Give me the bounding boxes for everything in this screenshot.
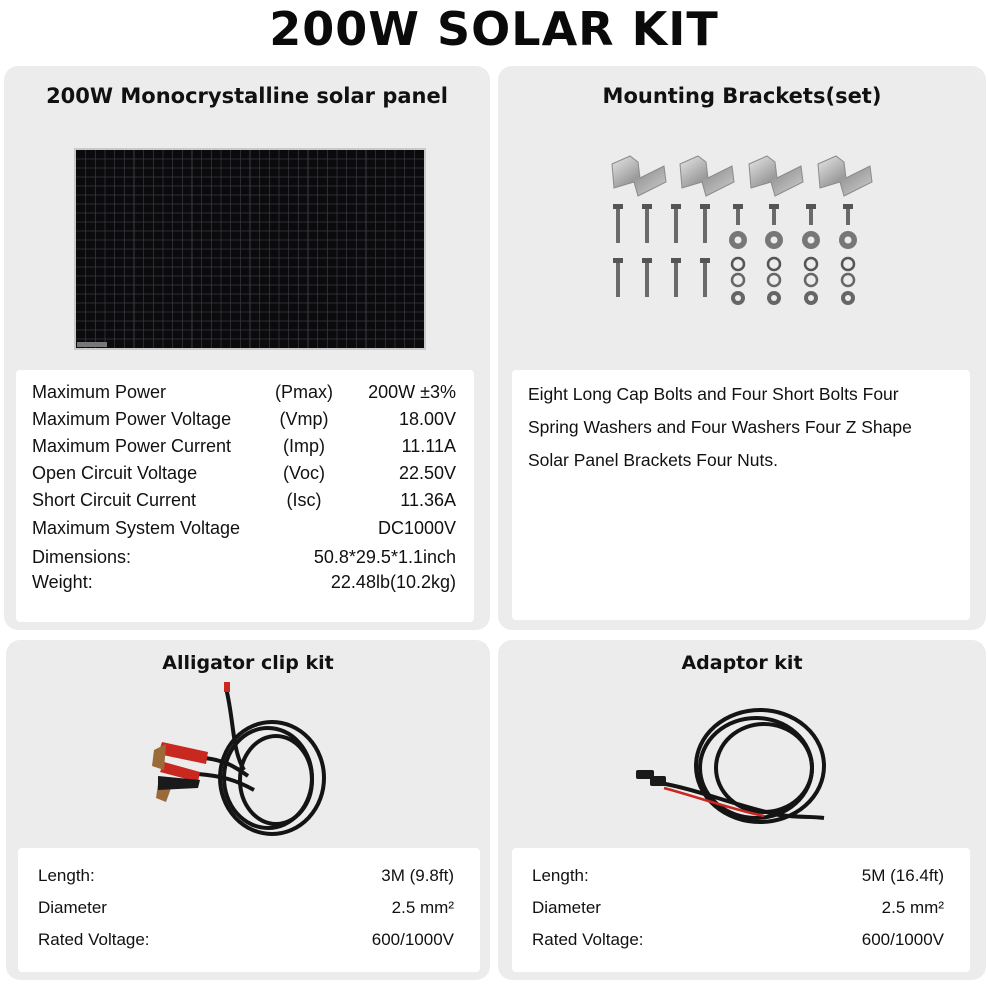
spec-label: Weight:: [32, 572, 93, 592]
spec-value: 600/1000V: [861, 930, 944, 949]
spec-label: Diameter: [532, 898, 601, 917]
short-bolt-washer-nut-icon: [765, 204, 783, 305]
spec-value: 18.00V: [398, 409, 456, 429]
adaptor-spec-box: [512, 848, 970, 972]
spec-label: Maximum Power Current: [32, 436, 232, 456]
spec-label: Maximum System Voltage: [32, 518, 241, 538]
z-bracket-icon: [749, 156, 803, 196]
z-bracket-icon: [612, 156, 666, 196]
spec-symbol: (Voc): [282, 463, 325, 483]
long-bolt-icon: [671, 258, 681, 297]
spec-row: [512, 928, 970, 952]
spec-value: 22.50V: [398, 463, 456, 483]
spec-row: [18, 896, 480, 920]
adaptor-card: [498, 640, 986, 980]
spec-label: Short Circuit Current: [32, 490, 197, 510]
long-bolt-icon: [613, 204, 623, 243]
alligator-card: [6, 640, 490, 980]
alligator-title: Alligator clip kit: [162, 652, 334, 674]
brackets-desc-box: [512, 370, 970, 620]
spec-value: 200W ±3%: [368, 382, 456, 402]
spec-value: 22.48lb(10.2kg): [330, 572, 456, 592]
brackets-description: Eight Long Cap Bolts and Four Short Bolts Four Spring Washers and Four Washers Four Z Shape Solar Panel Brackets Four Nuts.: [528, 384, 912, 470]
spec-row: [18, 864, 480, 888]
solar-panel-spec-box: [16, 370, 474, 622]
z-bracket-icon: [818, 156, 872, 196]
spec-row: [16, 570, 474, 594]
short-bolt-washer-nut-icon: [802, 204, 820, 305]
long-bolt-icon: [700, 258, 710, 297]
spec-value: DC1000V: [377, 518, 456, 538]
spec-row: [16, 461, 474, 485]
spec-row: [16, 407, 474, 431]
spec-row: [16, 380, 474, 404]
long-bolt-icon: [613, 258, 623, 297]
solar-panel-card: [4, 66, 490, 630]
spec-value: 3M (9.8ft): [381, 866, 454, 885]
spec-value: 600/1000V: [371, 930, 454, 949]
spec-value: 2.5 mm²: [391, 898, 454, 917]
long-bolt-icon: [671, 204, 681, 243]
spec-symbol: (Vmp): [279, 409, 329, 429]
long-bolt-icon: [700, 204, 710, 243]
long-bolt-icon: [642, 204, 652, 243]
spec-row: [18, 928, 480, 952]
spec-label: Rated Voltage:: [532, 930, 644, 949]
spec-value: 50.8*29.5*1.1inch: [313, 547, 456, 567]
spec-label: Rated Voltage:: [38, 930, 150, 949]
adaptor-cable-image: [634, 704, 844, 834]
spec-row: [16, 516, 474, 540]
spec-row: [16, 545, 474, 569]
spec-value: 11.36A: [400, 490, 456, 510]
spec-label: Dimensions:: [32, 547, 132, 567]
long-bolt-icon: [642, 258, 652, 297]
solar-panel-title: 200W Monocrystalline solar panel: [46, 84, 448, 108]
spec-label: Maximum Power Voltage: [32, 409, 232, 429]
solar-panel-image: [74, 148, 426, 350]
spec-symbol: (Isc): [286, 490, 322, 510]
brackets-card: [498, 66, 986, 630]
brackets-title: Mounting Brackets(set): [602, 84, 882, 108]
short-bolt-washer-nut-icon: [839, 204, 857, 305]
spec-row: [16, 488, 474, 512]
brackets-image: [608, 152, 878, 322]
spec-symbol: (Pmax): [275, 382, 333, 402]
page-title: 200W SOLAR KIT: [269, 2, 719, 56]
spec-value: 2.5 mm²: [881, 898, 944, 917]
spec-row: [512, 896, 970, 920]
spec-value: 11.11A: [401, 436, 456, 456]
spec-label: Length:: [38, 866, 95, 885]
short-bolt-washer-nut-icon: [729, 204, 747, 305]
spec-row: [16, 434, 474, 458]
z-bracket-icon: [680, 156, 734, 196]
spec-value: 5M (16.4ft): [861, 866, 944, 885]
spec-symbol: (Imp): [283, 436, 325, 456]
alligator-clip-image: [144, 680, 334, 840]
spec-label: Maximum Power: [32, 382, 167, 402]
spec-label: Diameter: [38, 898, 107, 917]
spec-row: [512, 864, 970, 888]
alligator-spec-box: [18, 848, 480, 972]
spec-label: Length:: [532, 866, 589, 885]
adaptor-title: Adaptor kit: [681, 652, 803, 674]
spec-label: Open Circuit Voltage: [32, 463, 198, 483]
